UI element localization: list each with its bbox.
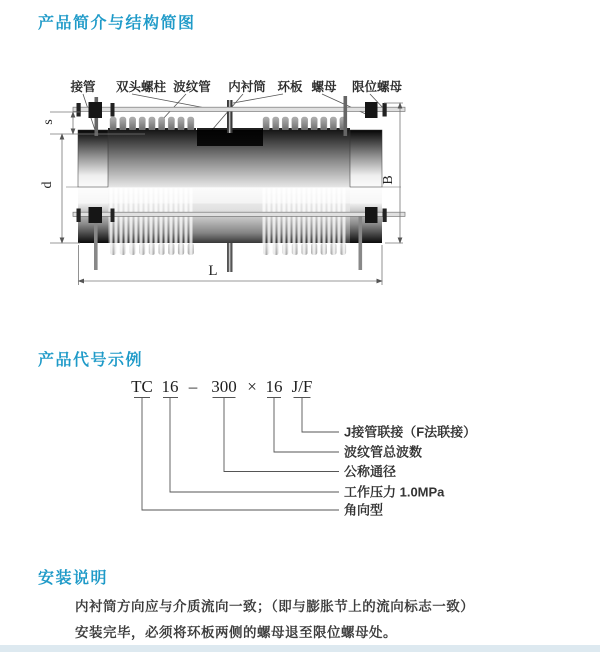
install-note-line1: 内衬筒方向应与介质流向一致；（即与膨胀节上的流向标志一致） — [75, 599, 475, 614]
footer-band — [0, 645, 600, 652]
end-pipe-left — [78, 130, 108, 187]
nut-top-left — [111, 103, 115, 117]
code-seg-type: TC — [131, 377, 153, 396]
section-heading-intro: 产品简介与结构简图 — [38, 15, 196, 32]
nut-block-top-left — [89, 102, 103, 118]
code-seg-dash: – — [188, 377, 198, 396]
code-seg-diameter: 300 — [211, 377, 237, 396]
limit-nut-bottom-right — [383, 209, 387, 223]
section-heading-code-example: 产品代号示例 — [38, 352, 144, 369]
label-neichentong: 内衬筒 — [228, 80, 266, 94]
code-callout-labels — [344, 425, 476, 518]
install-notes — [75, 594, 474, 646]
nut-bottom-left — [111, 209, 115, 223]
limit-nut-top-right — [383, 103, 387, 117]
limit-nut-bottom-left — [77, 209, 81, 223]
install-note-line2: 安装完毕，必须将环板两侧的螺母退至限位螺母处。 — [75, 625, 397, 640]
structure-diagram — [0, 60, 600, 305]
section-heading-install: 安装说明 — [38, 570, 109, 587]
stud-bottom-left — [94, 216, 98, 270]
dim-label-B: B — [381, 175, 396, 185]
dim-label-d: d — [40, 181, 55, 189]
diagram-part-labels — [69, 79, 402, 94]
label-xianweiluomu: 限位螺母 — [351, 80, 403, 94]
callout-waves: 波纹管总波数 — [344, 444, 423, 460]
code-seg-joint: J/F — [291, 377, 313, 396]
dim-label-L: L — [208, 263, 218, 279]
bellows-tabs-top-right — [263, 117, 346, 131]
nut-block-bottom-right — [365, 207, 378, 223]
stud-top-right — [344, 96, 348, 136]
body-bottom-half — [66, 187, 401, 256]
nut-block-top-right — [365, 102, 378, 118]
code-segments — [131, 377, 312, 396]
dim-label-s: s — [41, 119, 56, 125]
bellows-tabs-top-left — [110, 117, 194, 131]
label-luomu: 螺母 — [311, 80, 337, 94]
limit-nut-top-left — [77, 103, 81, 117]
product-code-diagram — [0, 375, 600, 540]
stud-bottom-right — [359, 216, 363, 270]
callout-pressure: 工作压力 1.0MPa — [344, 484, 445, 500]
code-seg-times: × — [247, 377, 257, 396]
callout-type: 角向型 — [344, 502, 384, 518]
code-seg-waves: 16 — [265, 377, 283, 396]
code-callout-lines — [134, 398, 339, 511]
label-huanban: 环板 — [277, 80, 303, 94]
callout-diameter: 公称通径 — [344, 464, 397, 479]
end-pipe-right — [350, 130, 382, 187]
code-seg-pressure: 16 — [161, 377, 179, 396]
callout-joint: J接管联接（F法联接） — [344, 424, 477, 440]
label-shuangtouluozhu: 双头螺柱 — [115, 80, 167, 94]
label-jieguan: 接管 — [70, 80, 96, 94]
nut-block-bottom-left — [89, 207, 103, 223]
label-bowenguan: 波纹管 — [173, 80, 211, 94]
